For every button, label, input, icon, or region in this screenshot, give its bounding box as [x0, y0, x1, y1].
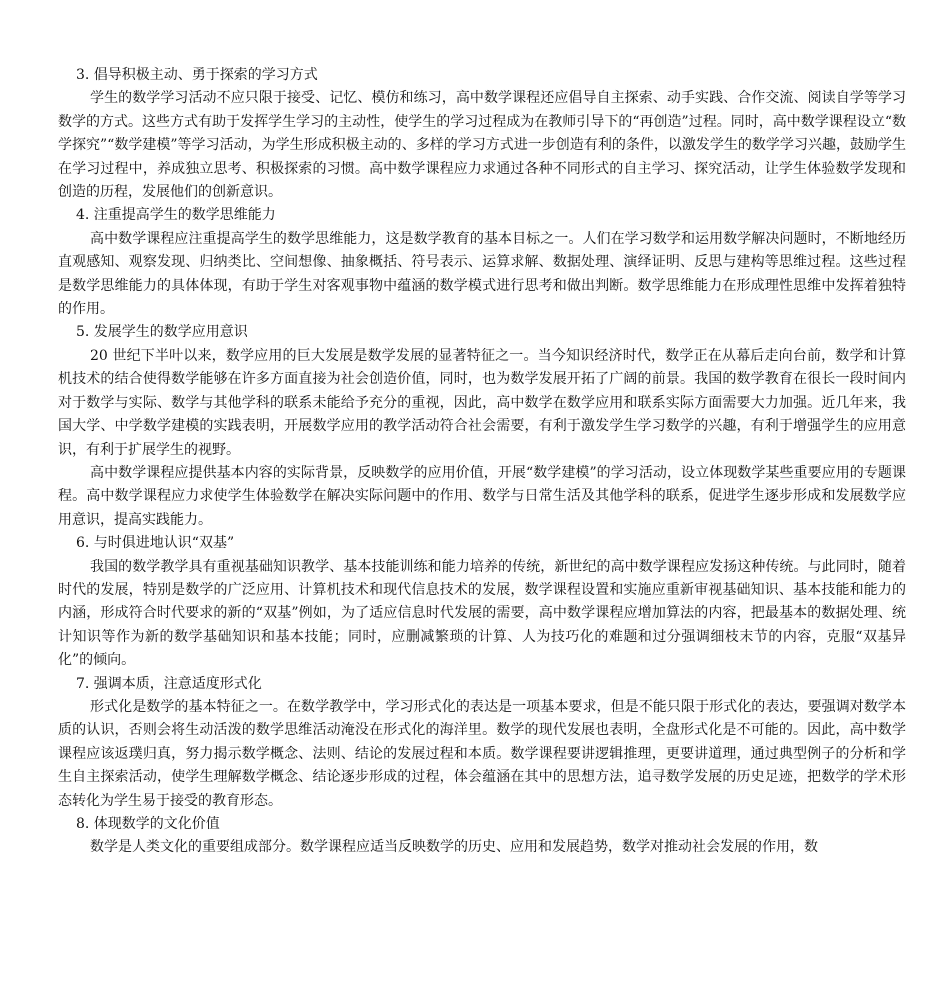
body-paragraph: 数学是人类文化的重要组成部分。数学课程应适当反映数学的历史、应用和发展趋势，数学对推动社会发展的作用，数: [90, 839, 818, 856]
section-6: [58, 532, 906, 672]
section-heading: 7. 强调本质，注意适度形式化: [76, 675, 262, 692]
section-heading: 4. 注重提高学生的数学思维能力: [76, 207, 276, 224]
section-7: [58, 673, 906, 813]
section-heading: 6. 与时俱进地认识“双基”: [76, 535, 235, 552]
body-paragraph: 我国的数学教学具有重视基础知识教学、基本技能训练和能力培养的传统，新世纪的高中数学课程应发扬这种传统。与此同时，随着时代的发展，特别是数学的广泛应用、计算机技术和现代信息技术的发展，数学课程设置和实施应重新审视基础知识、基本技能和能力的内涵，形成符合时代要求的新的“双基”例如，为了适应信息时代发展的需要，高中数学课程应增加算法的内容，把最基本的数据处理、统计知识等作为新的数学基础知识和基本技能；同时，应删减繁琐的计算、人为技巧化的难题和过分强调细枝末节的内容，克服“双基异化”的倾向。: [58, 558, 906, 669]
section-heading: 8. 体现数学的文化价值: [76, 816, 220, 832]
section-heading: 5. 发展学生的数学应用意识: [76, 324, 248, 341]
body-paragraph: 高中数学课程应注重提高学生的数学思维能力，这是数学教育的基本目标之一。人们在学习数学和运用数学解决问题时，不断地经历直观感知、观察发现、归纳类比、空间想像、抽象概括、符号表示、运算求解、数据处理、演绎证明、反思与建构等思维过程。这些过程是数学思维能力的具体体现，有助于学生对客观事物中蕴涵的数学模式进行思考和做出判断。数学思维能力在形成理性思维中发挥着独特的作用。: [58, 230, 906, 318]
body-paragraph: 20 世纪下半叶以来，数学应用的巨大发展是数学发展的显著特征之一。当今知识经济时代，数学正在从幕后走向台前，数学和计算机技术的结合使得数学能够在许多方面直接为社会创造价值，同时，也为数学发展开拓了广阔的前景。我国的数学教育在很长一段时间内对于数学与实际、数学与其他学科的联系未能给予充分的重视，因此，高中数学在数学应用和联系实际方面需要大力加强。近几年来，我国大学、中学数学建模的实践表明，开展数学应用的教学活动符合社会需要，有利于激发学生学习数学的兴趣，有利于增强学生的应用意识，有利于扩展学生的视野。: [58, 347, 906, 458]
section-5: [58, 321, 906, 532]
body-paragraph: 学生的数学学习活动不应只限于接受、记忆、模仿和练习，高中数学课程还应倡导自主探索、动手实践、合作交流、阅读自学等学习数学的方式。这些方式有助于发挥学生学习的主动性，使学生的学习过程成为在教师引导下的“再创造”过程。同时，高中数学课程设立“数学探究”“数学建模”等学习活动，为学生形成积极主动的、多样的学习方式进一步创造有利的条件，以激发学生的数学学习兴趣，鼓励学生在学习过程中，养成独立思考、积极探索的习惯。高中数学课程应力求通过各种不同形式的自主学习、探究活动，让学生体验数学发现和创造的历程，发展他们的创新意识。: [58, 90, 906, 201]
section-4: [58, 204, 906, 321]
section-8: [58, 813, 906, 860]
body-paragraph: 高中数学课程应提供基本内容的实际背景，反映数学的应用价值，开展“数学建模”的学习活动，设立体现数学某些重要应用的专题课程。高中数学课程应力求使学生体验数学在解决实际问题中的作用、数学与日常生活及其他学科的联系，促进学生逐步形成和发展数学应用意识，提高实践能力。: [58, 464, 906, 528]
document-page: [58, 64, 906, 860]
body-paragraph: 形式化是数学的基本特征之一。在数学教学中，学习形式化的表达是一项基本要求，但是不能只限于形式化的表达，要强调对数学本质的认识，否则会将生动活泼的数学思维活动淹没在形式化的海洋里。数学的现代发展也表明，全盘形式化是不可能的。因此，高中数学课程应该返璞归真，努力揭示数学概念、法则、结论的发展过程和本质。数学课程要讲逻辑推理，更要讲道理，通过典型例子的分析和学生自主探索活动，使学生理解数学概念、结论逐步形成的过程，体会蕴涵在其中的思想方法，追寻数学发展的历史足迹，把数学的学术形态转化为学生易于接受的教育形态。: [58, 698, 906, 809]
section-heading: 3. 倡导积极主动、勇于探索的学习方式: [76, 67, 318, 83]
section-3: [58, 64, 906, 204]
